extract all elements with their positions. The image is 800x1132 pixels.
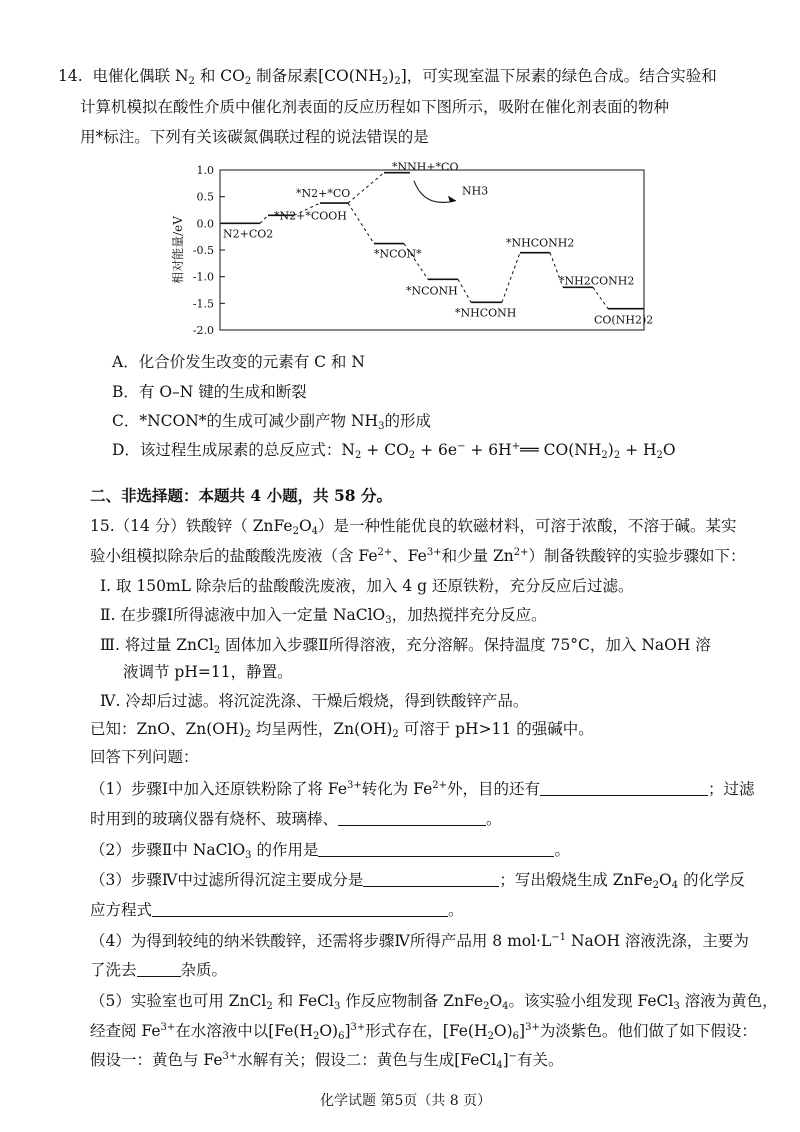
y-tick-label: 0.5 [196,190,214,204]
q15-intro2: 验小组模拟除杂后的盐酸酸洗废液（含 $Fe^{2+}$、$Fe^{3+}$和少量 $Zn^{2+}$）制备铁酸锌的实验步骤如下： [90,547,746,565]
q15-part1: （1）步骤Ⅰ中加入还原铁粉除了将 $Fe^{3+}$转化为 $Fe^{2+}$外，目的还有 ；过滤 [90,780,755,798]
y-tick-label: -2.0 [192,324,214,337]
side-product-label: NH3 [462,184,489,198]
state-label: *NH2CONH2 [559,274,635,288]
state-label: CO(NH2)2 [594,313,654,327]
answer-blank[interactable] [152,902,448,917]
pathway-connector [348,173,384,203]
q15-part5-cont: 经查阅 $Fe^{3+}$在水溶液中以$[Fe(H_2O)_6]^{3+}$形式存在，$[Fe(H_2O)_6]^{3+}$为淡紫色。他们做了如下假设： [90,1022,757,1042]
q15-step3: Ⅲ. 将过量 ZnCl$_2$ 固体加入步骤Ⅱ所得溶液，充分溶解。保持温度 75°C，加入 NaOH 溶 [100,636,711,656]
state-label: *N2+*COOH [274,209,347,223]
state-label: *NHCONH [455,306,517,320]
q15-part5: （5）实验室也可用 ZnCl$_2$ 和 FeCl$_3$ 作反应物制备 $ZnFe_2O_4$。该实验小组发现 FeCl$_3$ 溶液为黄色， [90,992,778,1012]
state-label: N2+CO2 [223,227,274,241]
energy-profile-diagram [168,160,658,340]
answer-blank[interactable] [318,842,554,857]
state-label: *N2+*CO [296,187,351,201]
q15-part4-cont: 了洗去 杂质。 [90,961,228,979]
state-label: *NNH+*CO [392,160,459,174]
y-tick-label: -0.5 [192,244,214,257]
plot-frame [220,170,644,330]
q15-step3-cont: 液调节 pH=11，静置。 [123,663,293,681]
y-tick-label: -1.5 [192,297,214,311]
state-label: *NCON* [374,247,422,261]
y-tick-label: -1.0 [192,270,214,284]
answer-blank[interactable] [363,872,499,887]
q15-part3: （3）步骤Ⅳ中过滤所得沉淀主要成分是 ；写出煅烧生成 $ZnFe_2O_4$ 的化学反 [90,871,746,891]
q14-line2: 计算机模拟在酸性介质中催化剂表面的反应历程如下图所示，吸附在催化剂表面的物种 [80,98,670,116]
q14-line3: 用*标注。下列有关该碳氮偶联过程的说法错误的是 [80,128,429,146]
answer-blank[interactable] [540,781,708,796]
q15-known: 已知：ZnO、$Zn(OH)_2$ 均呈两性，$Zn(OH)_2$ 可溶于 pH>11 的强碱中。 [90,720,594,740]
q15-answer-prompt: 回答下列问题： [90,748,199,766]
pathway-connector [502,253,520,303]
option-d: D．该过程生成尿素的总反应式：$N_2 + CO_2 + 6e^-$ + 6H+══ $CO(NH_2)_2 + H_2O$ [112,441,676,461]
state-label: *NHCONH2 [506,236,575,250]
q15-part3-cont: 应方程式 。 [90,901,464,919]
q15-intro1: 15.（14 分）铁酸锌（ $ZnFe_2O_4$）是一种性能优良的软磁材料，可溶于浓酸，不溶于碱。某实 [90,517,737,537]
y-tick-label: 0.0 [196,217,214,231]
answer-blank[interactable] [137,962,181,977]
q15-step1: Ⅰ. 取 150mL 除杂后的盐酸酸洗废液，加入 4 g 还原铁粉，充分反应后过滤。 [100,577,634,595]
q15-step4: Ⅳ. 冷却后过滤。将沉淀洗涤、干燥后煅烧，得到铁酸锌产品。 [100,692,529,710]
option-a: A．化合价发生改变的元素有 C 和 N [112,353,365,371]
section2-header: 二、非选择题：本题共 4 小题，共 58 分。 [90,486,392,505]
pathway-connector [260,215,268,223]
q15-part5-hypotheses: 假设一：黄色与 $Fe^{3+}$水解有关；假设二：黄色与生成[FeCl$_4$]−有关。 [90,1051,564,1071]
q15-part2: （2）步骤Ⅱ中 NaClO$_3$ 的作用是 。 [90,841,570,861]
q15-step2: Ⅱ. 在步骤Ⅰ所得滤液中加入一定量 NaClO$_3$，加热搅拌充分反应。 [100,606,547,626]
answer-blank[interactable] [338,811,486,826]
q14-line1: 14. 电催化偶联 $N_2$ 和 $CO_2$ 制备尿素$[CO(NH_2)_2]$，可实现室温下尿素的绿色合成。结合实验和 [58,67,717,87]
pathway-connector [458,279,471,302]
option-c: C．*NCON*的生成可减少副产物 $NH_3$的形成 [112,412,431,432]
y-tick-label: 1.0 [196,164,214,177]
state-label: *NCONH [406,284,458,298]
q14-number: 14. [58,67,83,85]
pathway-connector [593,287,608,308]
pathway-connector [348,203,374,244]
option-b: B．有 O–N 键的生成和断裂 [112,383,307,401]
q15-part4: （4）为得到较纯的纳米铁酸锌，还需将步骤Ⅳ所得产品用 8 $mol\cdot L^{-1}$ NaOH 溶液洗涤，主要为 [90,932,749,950]
y-axis-label: 相对能量/eV [171,216,185,284]
q15-part1-cont: 时用到的玻璃仪器有烧杯、玻璃棒、 。 [90,810,502,828]
page-footer: 化学试题 第5页（共 8 页） [320,1093,492,1109]
